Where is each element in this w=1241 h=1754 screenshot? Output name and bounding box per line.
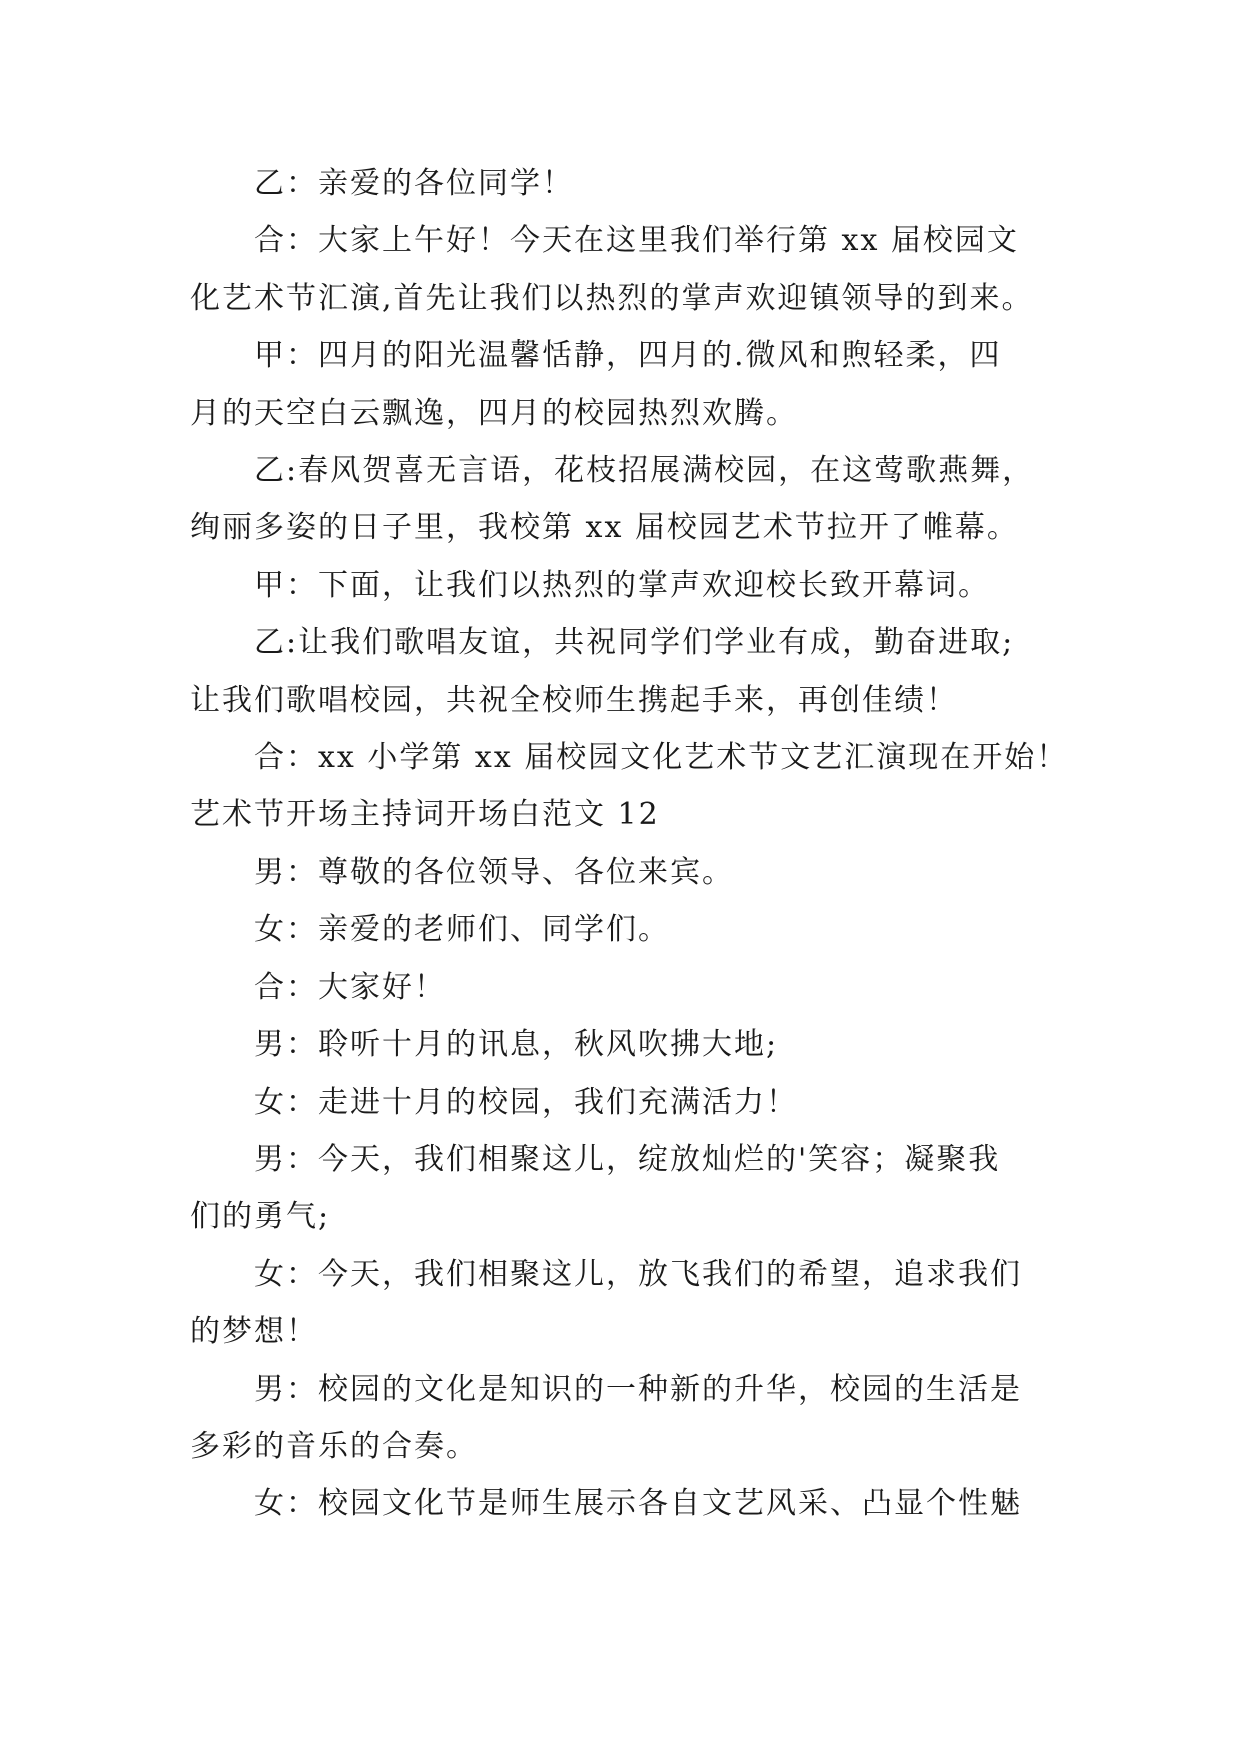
text-line: 合：大家好！ — [254, 969, 446, 1005]
paragraph — [190, 327, 1060, 442]
text-line: 乙:春风贺喜无言语，花枝招展满校园，在这莺歌燕舞， — [254, 453, 1035, 489]
text-line: 们的勇气; — [190, 1199, 331, 1235]
paragraph — [190, 844, 1060, 901]
text-line: 乙：亲爱的各位同学！ — [254, 166, 574, 201]
paragraph — [190, 729, 1069, 786]
paragraph — [190, 901, 1060, 958]
text-line: 甲：四月的阳光温馨恬静，四月的.微风和煦轻柔，四 — [254, 338, 1002, 374]
text-line: 合：大家上午好！今天在这里我们举行第 xx 届校园文 — [254, 223, 1019, 259]
text-line: 女：今天，我们相聚这儿，放飞我们的希望，追求我们 — [254, 1256, 1022, 1292]
paragraph — [190, 1246, 1060, 1361]
paragraph — [190, 212, 1060, 327]
text-line: 绚丽多姿的日子里，我校第 xx 届校园艺术节拉开了帷幕。 — [190, 510, 1019, 546]
text-line: 合：xx 小学第 xx 届校园文化艺术节文艺汇演现在开始！ — [254, 740, 1069, 776]
paragraph — [190, 155, 1060, 212]
paragraph — [190, 959, 1060, 1016]
text-line: 乙:让我们歌唱友谊，共祝同学们学业有成，勤奋进取; — [254, 625, 1015, 661]
text-line: 月的天空白云飘逸，四月的校园热烈欢腾。 — [190, 395, 798, 431]
text-line: 女：亲爱的老师们、同学们。 — [254, 912, 670, 948]
paragraph — [190, 557, 1060, 614]
text-line: 男：校园的文化是知识的一种新的升华，校园的生活是 — [254, 1371, 1022, 1407]
paragraph — [190, 614, 1060, 729]
text-line: 男：今天，我们相聚这儿，绽放灿烂的'笑容；凝聚我 — [254, 1141, 1001, 1177]
paragraph — [190, 1074, 1060, 1131]
paragraph — [190, 1475, 1060, 1532]
paragraph — [190, 1131, 1060, 1246]
text-line: 女：校园文化节是师生展示各自文艺风采、凸显个性魅 — [254, 1486, 1022, 1522]
document-body — [190, 155, 1069, 1533]
text-line: 男：聆听十月的讯息，秋风吹拂大地; — [254, 1027, 779, 1063]
text-line: 甲：下面，让我们以热烈的掌声欢迎校长致开幕词。 — [254, 567, 990, 603]
text-line: 化艺术节汇演,首先让我们以热烈的掌声欢迎镇领导的到来。 — [190, 280, 1034, 316]
paragraph — [190, 1361, 1060, 1476]
text-line: 男：尊敬的各位领导、各位来宾。 — [254, 854, 734, 890]
text-line: 的梦想！ — [190, 1314, 318, 1350]
text-line: 让我们歌唱校园，共祝全校师生携起手来，再创佳绩！ — [190, 682, 958, 718]
section-heading: 艺术节开场主持词开场白范文 12 — [190, 797, 660, 833]
text-line: 多彩的音乐的合奏。 — [190, 1428, 478, 1464]
text-line: 女：走进十月的校园，我们充满活力！ — [254, 1084, 798, 1120]
paragraph — [190, 442, 1060, 557]
paragraph — [190, 1016, 1060, 1073]
